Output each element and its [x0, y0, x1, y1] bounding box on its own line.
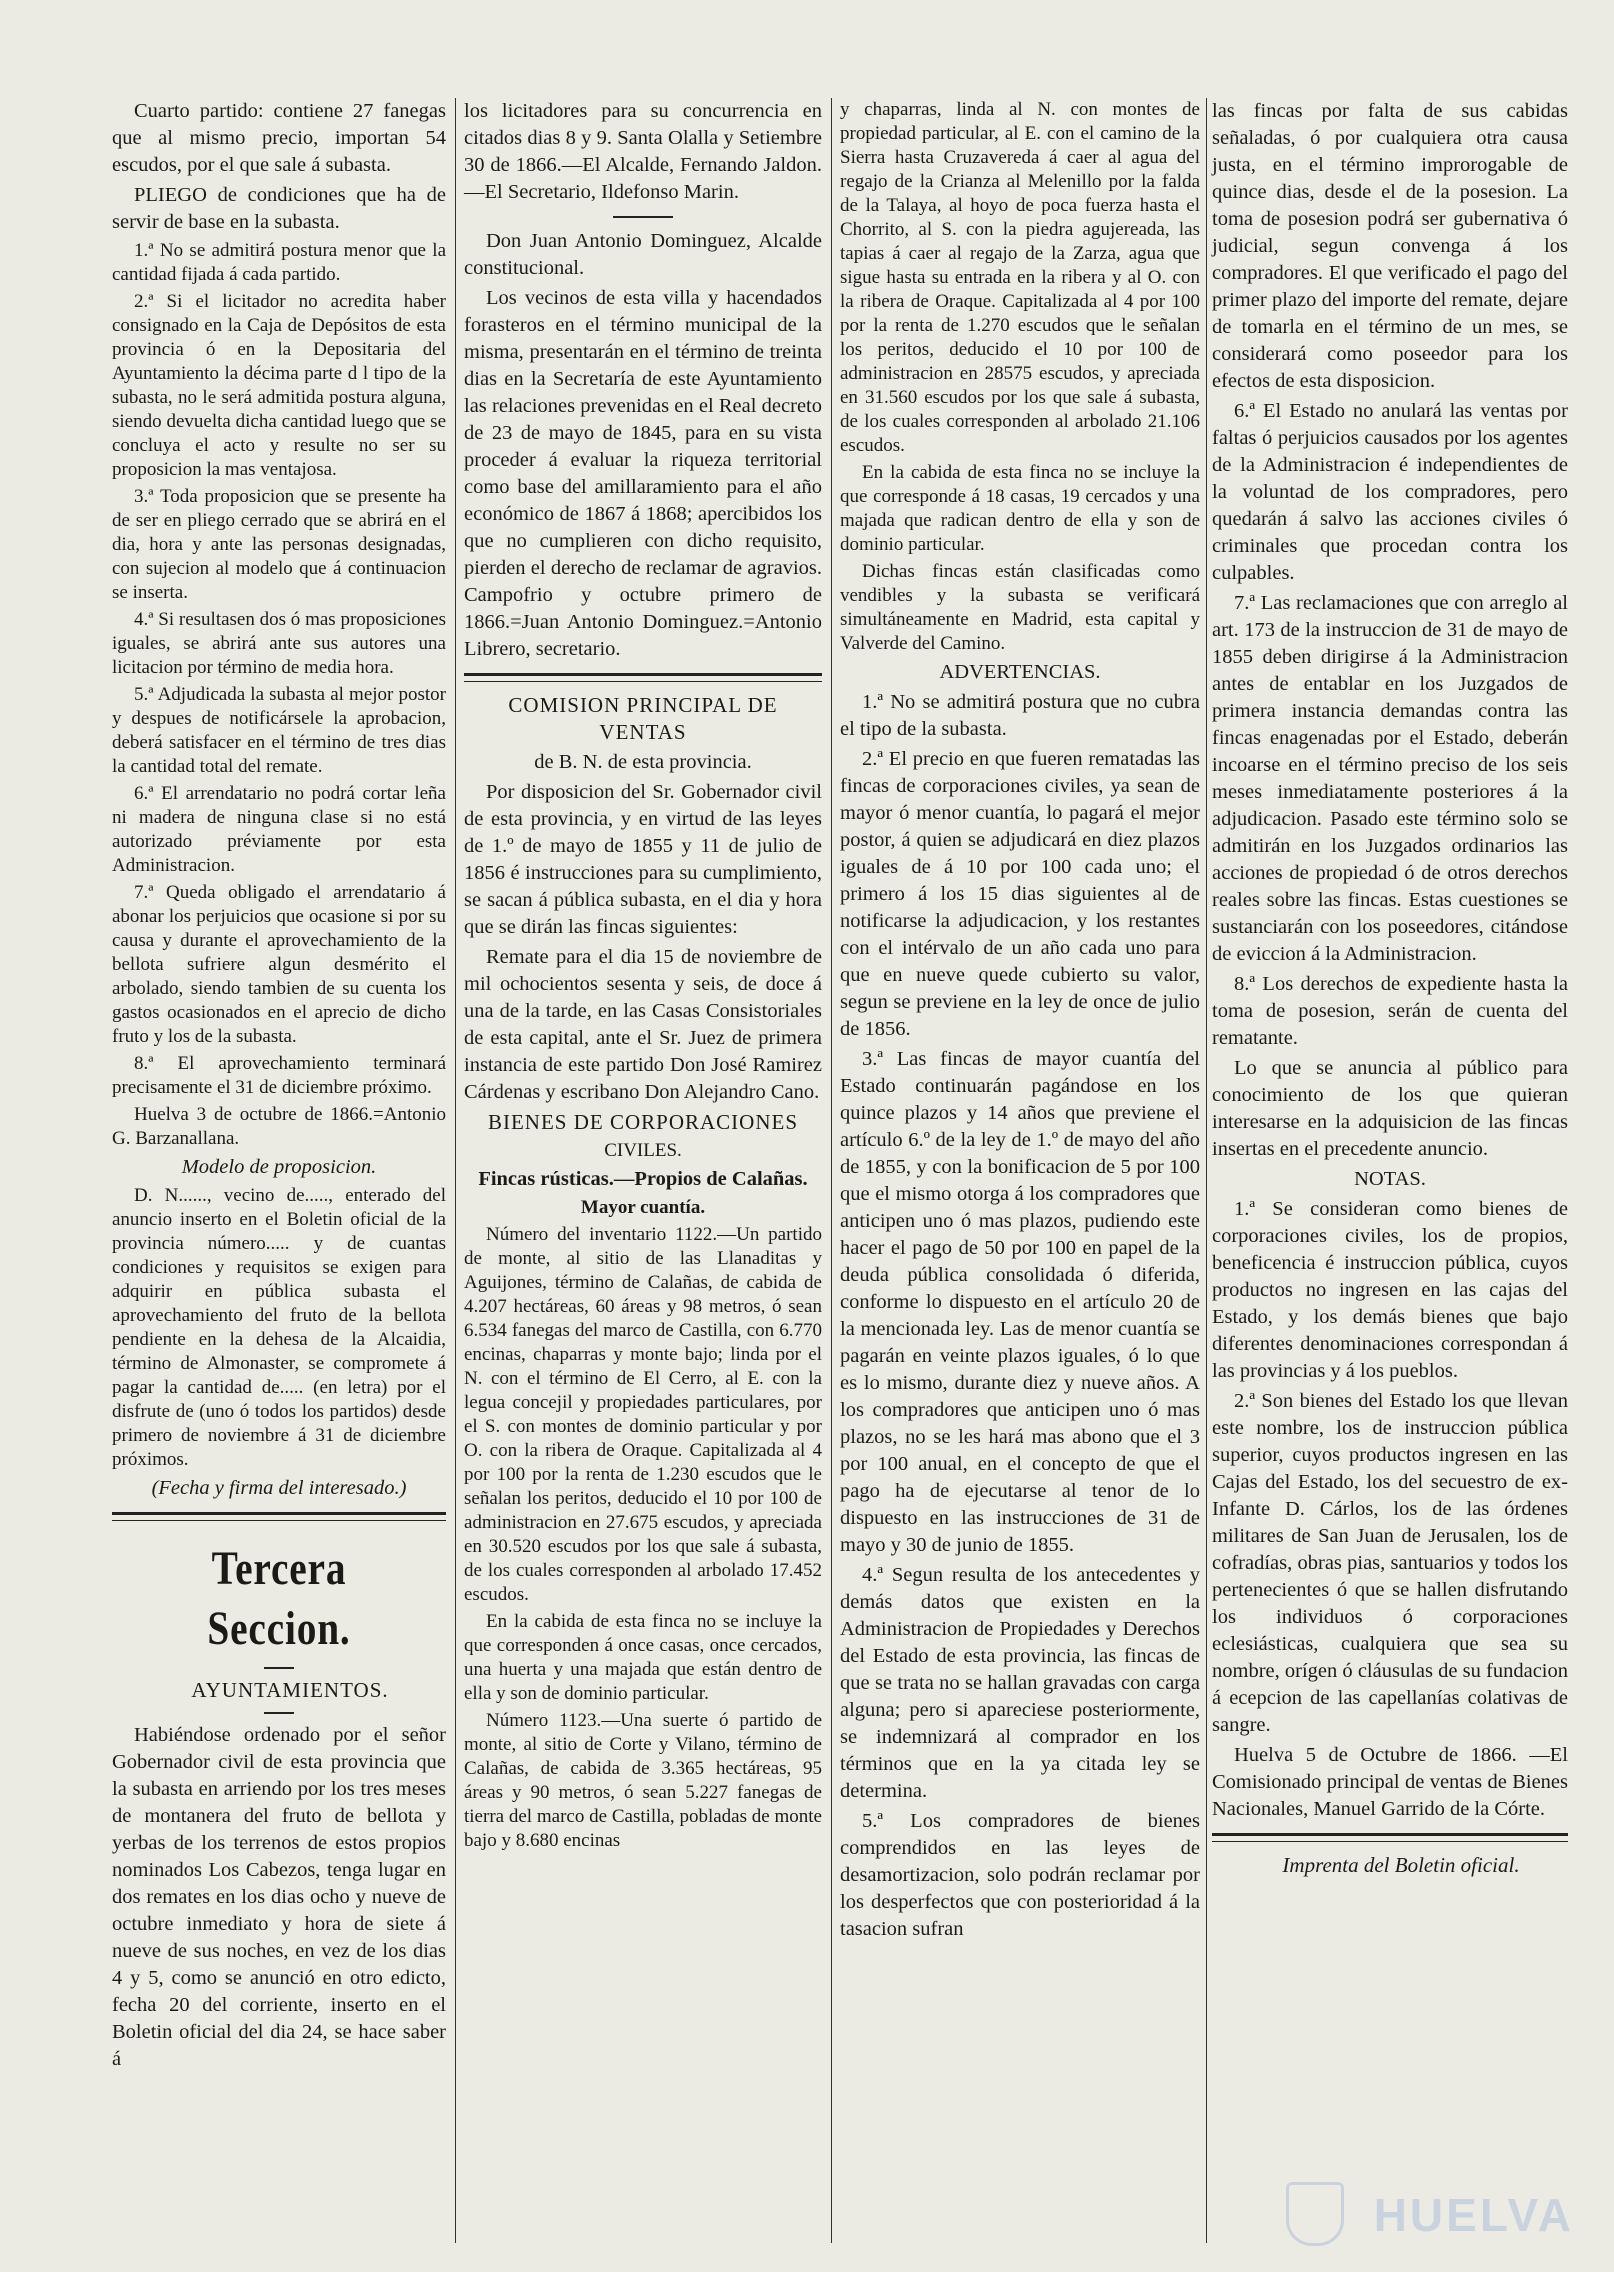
condition-8: 8.ª El aprovechamiento terminará precisamente el 31 de diciembre próximo.	[112, 1053, 446, 1098]
section-divider	[112, 1512, 446, 1521]
mayor-cuantia-heading: Mayor cuantía.	[580, 1197, 706, 1218]
condition-3: 3.ª Toda proposicion que se presente ha de ser en pliego cerrado que se abrirá en el dia, hora y ante las personas designadas, con sujecion al modelo que á continuacion se inserta.	[112, 486, 446, 603]
cabida-note-1: En la cabida de esta finca no se incluye la que corresponden á once casas, once cercados, una huerta y una majada que están dentro de ella y son de dominio particular.	[464, 1611, 822, 1704]
inventario-1123: Número 1123.—Una suerte ó partido de monte, al sitio de Corte y Vilano, término de Calañas, de cabida de 3.365 hectáreas, 95 áreas y 90 metros, ó sean 5.227 fanegas de tierra del marco de Castilla, pobladas de monte bajo y 8.680 encinas	[464, 1710, 822, 1851]
notice-continued: los licitadores para su concurrencia en citados dias 8 y 9. Santa Olalla y Setiembre 30 de 1866.—El Alcalde, Fernando Jaldon.—El Secretario, Ildefonso Marin.	[464, 100, 822, 203]
cabida-note-2: En la cabida de esta finca no se incluye la que corresponde á 18 casas, 19 cercados y una majada que radican dentro de ella y son de dominio particular.	[840, 462, 1200, 555]
advertencia-7: 7.ª Las reclamaciones que con arreglo al art. 173 de la instruccion de 31 de mayo de 1855 deben dirigirse á la Administracion antes de entablar en los Juzgados de primera instancia demandas contra las fincas enagenadas por el Estado, deberán incoarse en el término preciso de los seis meses inmediatamente posteriores á la adjudicacion. Pasado este término solo se admitirán en los Juzgados ordinarios las acciones de propiedad ó de otros derechos reales sobre las fincas. Estas cuestiones se sustanciarán con los poseedores, citándose de eviccion á la Administracion.	[1212, 592, 1568, 965]
vecinos-notice: Los vecinos de esta villa y hacendados forasteros en el término municipal de la misma, presentarán en el término de treinta dias en la Secretaría de este Ayuntamiento las relaciones prevenidas en el Real decreto de 23 de mayo de 1845, para en su vista proceder á evaluar la riqueza territorial como base del amillaramiento para el año económico de 1867 á 1868; apercibidos los que no cumplieren con dicho requisito, pierden el derecho de reclamar de agravios. Campofrio y octubre primero de 1866.=Juan Antonio Dominguez.=Antonio Librero, secretario.	[464, 287, 822, 660]
divider	[613, 216, 673, 218]
advertencia-2: 2.ª El precio en que fueren rematadas las fincas de corporaciones civiles, ya sean de mayor ó menor cuantía, lo pagará el mejor postor, á quien se adjudicará en diez plazos iguales de á 10 por 100 cada uno; el primero á los 15 dias siguientes al de notificarse la adjudicacion, y los restantes con el intérvalo de un año cada uno para que en nueve quede cubierto su valor, segun se previene en la ley de once de julio de 1856.	[840, 748, 1200, 1040]
advertencia-4: 4.ª Segun resulta de los antecedentes y demás datos que existen en la Administracion de Propiedades y Derechos del Estado de esta provincia, las fincas de que se trata no se hallan gravadas con carga alguna; pero si apareciese posteriormente, se indemnizará al comprador en los términos que en la ya citada ley se determina.	[840, 1564, 1200, 1802]
inventario-continued: y chaparras, linda al N. con montes de propiedad particular, al E. con el camino de la Sierra hasta Cruzavereda á caer al agua del regajo de la Crianza al Melenillo por la falda de la Talaya, al hoyo de poca fuerza hasta el Chorrito, al S. con la piedra agujereada, las tapias á caer al regajo de la Zarza, agua que sigue hasta su entrada en la ribera y al O. con la ribera de Oraque. Capitalizada al 4 por 100 por la renta de 1.270 escudos que le señalan los peritos, deducido el 10 por 100 de administracion en 28575 escudos, y apreciada en 31.560 escudos por los que sale á subasta, de los cuales corresponden al arbolado 21.106 escudos.	[840, 99, 1200, 456]
divider	[264, 1667, 294, 1669]
column-2	[464, 98, 822, 1856]
remate-paragraph: Remate para el dia 15 de noviembre de mil ochocientos sesenta y seis, de doce á una de la tarde, en las Casas Consistoriales de esta capital, ante el Sr. Juez de primera instancia de este partido Don José Ramirez Cárdenas y escribano Don Alejandro Cano.	[464, 946, 822, 1103]
bienes-heading: BIENES DE CORPORACIONES	[487, 1110, 799, 1134]
ayuntamientos-heading: AYUNTAMIENTOS.	[191, 1678, 389, 1702]
alcalde-heading: Don Juan Antonio Dominguez, Alcalde constitucional.	[464, 230, 822, 279]
disposicion-paragraph: Por disposicion del Sr. Gobernador civil de esta provincia, y en virtud de las leyes de 1.º de mayo de 1855 y 11 de julio de 1856 é instrucciones para su cumplimiento, se sacan á pública subasta, en el dia y hora que se dirán las fincas siguientes:	[464, 781, 822, 938]
nota-2: 2.ª Son bienes del Estado los que llevan este nombre, los de instruccion pública superior, cuyos productos ingresen en las Cajas del Estado, los del secuestro de ex-Infante D. Cárlos, los de las órdenes militares de San Juan de Jerusalen, los de cofradías, obras pias, santuarios y todos los pertenecientes ó que se hallen disfrutando los individuos ó corporaciones eclesiásticas, cualquiera que sea su nombre, orígen ó cláusulas de su fundacion á ecepcion de las capellanías colativas de sangre.	[1212, 1390, 1568, 1736]
modelo-heading: Modelo de proposicion.	[181, 1156, 377, 1178]
advertencia-6: 6.ª El Estado no anulará las ventas por faltas ó perjuicios causados por los agentes de la Administracion é independientes de la voluntad de los compradores, pero quedarán á salvo las acciones civiles ó criminales que procedan contra los culpables.	[1212, 400, 1568, 584]
imprenta-footer: Imprenta del Boletin oficial.	[1282, 1853, 1520, 1877]
column-4	[1212, 98, 1568, 1882]
notas-heading: NOTAS.	[1354, 1168, 1426, 1190]
condition-2: 2.ª Si el licitador no acredita haber consignado en la Caja de Depósitos de esta provincia ó en la Depositaria del Ayuntamiento la décima parte d l tipo de la subasta, no le será admitida postura alguna, siendo devuelta dicha cantidad luego que se concluya el acto y resulte no ser su proposicion la mas ventajosa.	[112, 291, 446, 480]
dichas-fincas: Dichas fincas están clasificadas como vendibles y la subasta se verificará simultáneamente en Madrid, esta capital y Valverde del Camino.	[840, 561, 1200, 654]
comision-heading: COMISION PRINCIPAL DE VENTAS	[508, 693, 778, 744]
fecha-firma: (Fecha y firma del interesado.)	[151, 1477, 407, 1499]
column-rule	[831, 98, 832, 2243]
condition-5: 5.ª Adjudicada la subasta al mejor postor y despues de notificársele la aprobacion, deberá satisfacer en el término de tres dias la cantidad total del remate.	[112, 684, 446, 777]
column-3	[840, 98, 1200, 1946]
advertencia-3: 3.ª Las fincas de mayor cuantía del Estado continuarán pagándose en los quince plazos y 14 años que previene el artículo 6.º de la ley de 1.º de mayo del año de 1855, y con la bonificacion de 5 por 100 que el mismo otorga á los compradores que anticipen uno ó mas plazos, pudiendo este hacer el pago de 50 por 100 en papel de la deuda pública consolidada ó diferida, conforme lo dispuesto en el artículo 20 de la mencionada ley. Las de menor cuantía se pagarán en veinte plazos iguales, ó lo que es lo mismo, durante diez y nueve años. A los compradores que anticipen uno ó mas plazos, no se les hará mas abono que el 3 por 100 anual, en el concepto de que el pago ha de ejecutarse al tenor de lo dispuesto en las instrucciones de 31 de mayo y 30 de junio de 1855.	[840, 1048, 1200, 1556]
section-divider	[464, 673, 822, 682]
nota-1: 1.ª Se consideran como bienes de corporaciones civiles, los de propios, beneficencia é instruccion pública, cuyos productos no ingresen en las cajas del Estado, y los demás bienes que bajo diferentes denominaciones correspondan á las provincias y á los pueblos.	[1212, 1198, 1568, 1382]
advertencias-heading: ADVERTENCIAS.	[939, 661, 1101, 683]
publico-paragraph: Lo que se anuncia al público para conocimiento de los que quieran interesarse en la adquisicion de las fincas insertas en el precedente anuncio.	[1212, 1057, 1568, 1160]
civiles-heading: CIVILES.	[604, 1140, 682, 1161]
ayuntamiento-notice: Habiéndose ordenado por el señor Gobernador civil de esta provincia que la subasta en arriendo por los tres meses de montanera del fruto de bellota y yerbas de los terrenos de estos propios nominados Los Cabezos, tenga lugar en dos remates en los dias ocho y nueve de octubre inmediato y hora de siete á nueve de sus noches, en vez de los dias 4 y 5, como se anunció en otro edicto, fecha 20 del corriente, inserto en el Boletin oficial del dia 24, se hace saber á	[112, 1724, 446, 2070]
advertencia-5-continued: las fincas por falta de sus cabidas señaladas, ó por cualquiera otra causa justa, en el término improrogable de quince dias, desde el de la posesion. La toma de posesion podrá ser gubernativa ó judicial, segun convenga á los compradores. El que verificado el pago del primer plazo del importe del remate, dejare de tomarla en el término de un mes, se considerará como poseedor para los efectos de esta disposicion.	[1212, 100, 1568, 392]
comision-subheading: de B. N. de esta provincia.	[534, 751, 752, 773]
signature: Huelva 3 de octubre de 1866.=Antonio G. Barzanallana.	[112, 1104, 446, 1149]
newspaper-page	[112, 98, 1572, 2248]
condition-4: 4.ª Si resultasen dos ó mas proposiciones iguales, se abrirá ante sus autores una licitacion por término de media hora.	[112, 609, 446, 678]
column-rule	[1206, 98, 1207, 2243]
coat-of-arms-icon	[1286, 2182, 1344, 2246]
section-divider	[1212, 1833, 1568, 1842]
watermark-logo: HUELVA	[1373, 2189, 1574, 2241]
divider	[264, 1712, 294, 1714]
inventario-1122: Número del inventario 1122.—Un partido de monte, al sitio de las Llanaditas y Aguijones, término de Calañas, de cabida de 4.207 hectáreas, 60 áreas y 98 metros, ó sean 6.534 fanegas del marco de Castilla, con 6.770 encinas, chaparras y monte bajo; linda por el N. con el término de El Cerro, al E. con la legua concejil y propiedades particulares, por el S. con montes de dominio particular y por O. con la ribera de Oraque. Capitalizada al 4 por 100 por la renta de 1.230 escudos que le señalan los peritos, deducido el 10 por 100 de administracion en 27.675 escudos, y apreciada en 30.520 escudos por los que sale á subasta, de los cuales corresponden al arbolado 17.452 escudos.	[464, 1224, 822, 1605]
advertencia-5: 5.ª Los compradores de bienes comprendidos en las leyes de desamortizacion, solo podrán reclamar por los desperfectos que con posterioridad á la tasacion sufran	[840, 1810, 1200, 1940]
column-1	[112, 98, 446, 2076]
paragraph: Cuarto partido: contiene 27 fanegas que al mismo precio, importan 54 escudos, por el que sale á subasta.	[112, 100, 446, 176]
advertencia-1: 1.ª No se admitirá postura que no cubra el tipo de la subasta.	[840, 691, 1200, 740]
signature: Huelva 5 de Octubre de 1866. —El Comisionado principal de ventas de Bienes Nacionales, Manuel Garrido de la Córte.	[1212, 1744, 1568, 1820]
advertencia-8: 8.ª Los derechos de expediente hasta la toma de posesion, serán de cuenta del rematante.	[1212, 973, 1568, 1049]
condition-7: 7.ª Queda obligado el arrendatario á abonar los perjuicios que ocasione si por su causa y durante el aprovechamiento de la bellota sufriere algun desmérito el arbolado, siendo tambien de su cuenta los gastos ocasionados en el aprecio de dicho fruto y los de la subasta.	[112, 882, 446, 1047]
condition-6: 6.ª El arrendatario no podrá cortar leña ni madera de ninguna clase si no está autorizado préviamente por esta Administracion.	[112, 783, 446, 876]
pliego-heading: PLIEGO de condiciones que ha de servir de base en la subasta.	[112, 184, 446, 233]
section-title: Tercera Seccion.	[207, 1542, 351, 1655]
fincas-heading: Fincas rústicas.—Propios de Calañas.	[478, 1168, 808, 1190]
modelo-text: D. N......, vecino de....., enterado del anuncio inserto en el Boletin oficial de la provincia número..... y de cuantas condiciones y requisitos se exigen para adquirir en pública subasta el aprovechamiento del fruto de la bellota pendiente en la dehesa de la Alcaidia, término de Almonaster, se compromete á pagar la cantidad de..... (en letra) por el disfrute de (uno ó todos los partidos) desde primero de noviembre á 31 de diciembre próximos.	[112, 1185, 446, 1470]
condition-1: 1.ª No se admitirá postura menor que la cantidad fijada á cada partido.	[112, 240, 446, 285]
column-rule	[455, 98, 456, 2243]
